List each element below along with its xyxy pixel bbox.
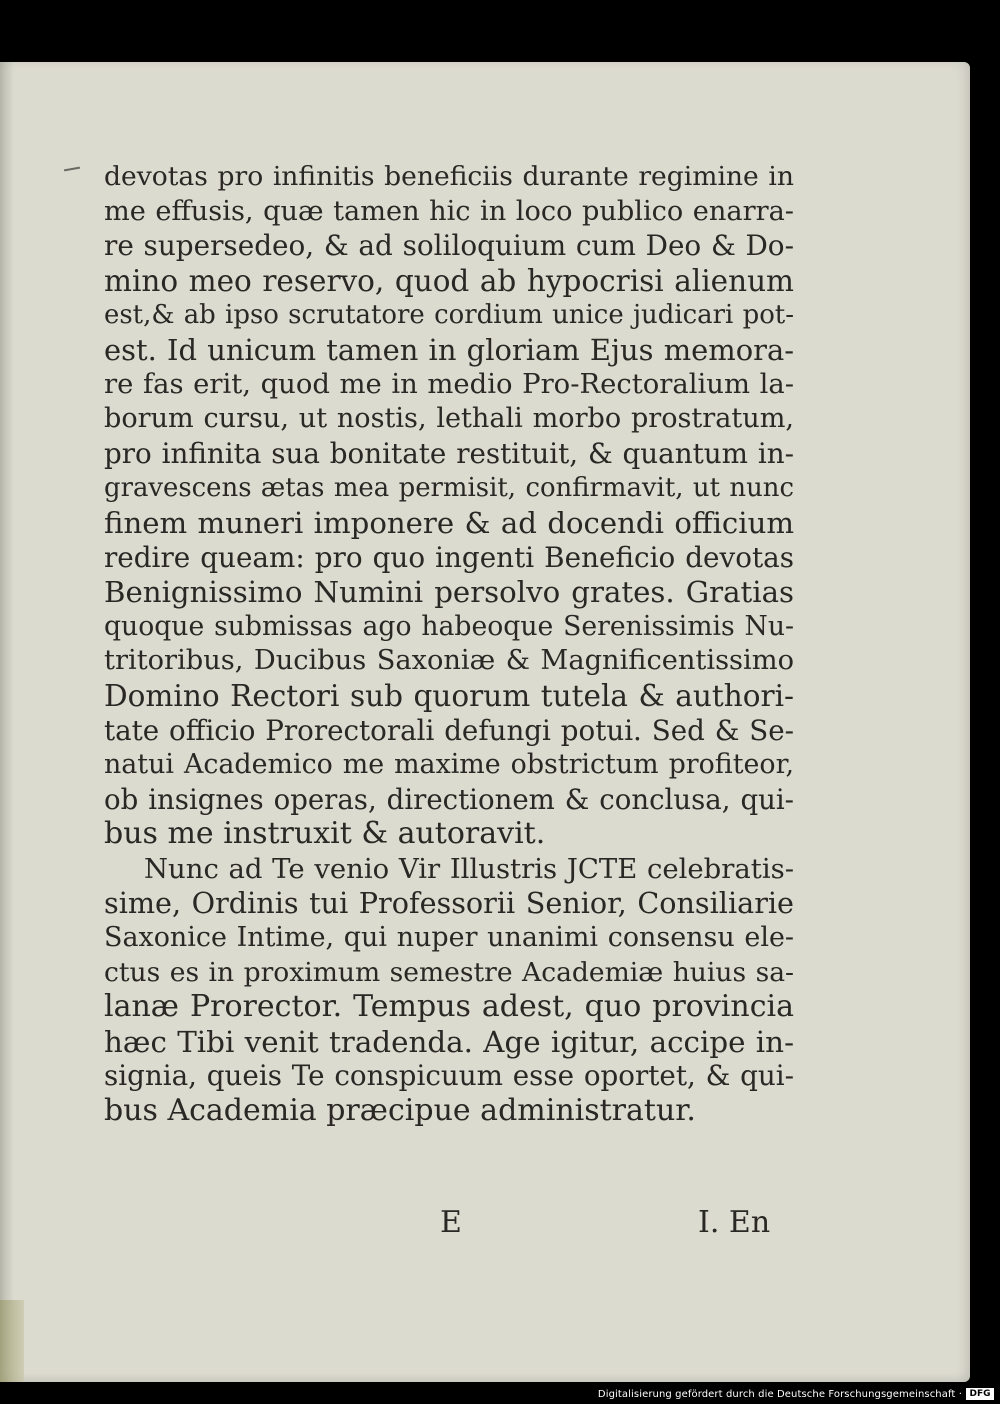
text-line: redire queam: pro quo ingenti Beneficio devotas (104, 540, 794, 574)
text-line: ob insignes operas, directionem & conclusa, qui- (104, 782, 794, 816)
text-line: Benignissimo Numini persolvo grates. Gratias (104, 575, 794, 610)
text-line: quoque submissas ago habeoque Serenissimis Nu- (104, 610, 794, 642)
text-line: borum cursu, ut nostis, lethali morbo prostratum, (104, 403, 794, 435)
text-line: Saxonice Intime, qui nuper unanimi consensu ele- (104, 922, 794, 954)
page-foot (0, 1205, 970, 1245)
funding-notice: Digitalisierung gefördert durch die Deutsche Forschungsgemeinschaft · (597, 1389, 962, 1400)
text-line: tate officio Prorectorali defungi potui. Sed & Se- (104, 713, 794, 747)
text-line: hæc Tibi venit tradenda. Age igitur, accipe in- (104, 1024, 794, 1059)
page-body-text (104, 160, 794, 1129)
binding-stain (0, 1300, 24, 1382)
text-line: Nunc ad Te venio Vir Illustris JCTE celebratis- (144, 852, 794, 885)
text-line: tritoribus, Ducibus Saxoniæ & Magnificentissimo (104, 645, 794, 677)
text-line: me effusis, quæ tamen hic in loco publico enarra- (104, 195, 794, 227)
catchword: I. En (698, 1205, 771, 1240)
text-line: gravescens ætas mea permisit, confirmavit, ut nunc (104, 473, 794, 504)
text-line: pro infinita sua bonitate restituit, & quantum in- (104, 436, 794, 470)
text-line: bus me instruxit & autoravit. (104, 816, 546, 852)
text-line: finem muneri imponere & ad docendi officium (104, 505, 794, 540)
text-line: signia, queis Te conspicuum esse oportet, & qui- (104, 1059, 794, 1093)
text-line: mino meo reservo, quod ab hypocrisi alienum (104, 263, 794, 298)
text-line: est,& ab ipso scrutatore cordium unice judicari pot- (104, 300, 794, 331)
text-line: devotas pro infinitis beneficiis durante regimine in (104, 161, 794, 192)
text-line: bus Academia præcipue administratur. (104, 1093, 696, 1129)
text-line: est. Id unicum tamen in gloriam Ejus memora- (104, 332, 794, 367)
signature-mark: E (440, 1205, 462, 1240)
text-line: re supersedeo, & ad soliloquium cum Deo & Do- (104, 229, 794, 263)
text-line: sime, Ordinis tui Professorii Senior, Consiliarie (104, 886, 794, 921)
page-gutter-shadow (0, 62, 14, 1382)
digitization-footer (0, 1382, 1000, 1404)
text-line: natui Academico me maxime obstrictum profiteor, (104, 749, 794, 781)
dfg-logo-icon: DFG (966, 1388, 994, 1400)
text-line: Domino Rectori sub quorum tutela & authori- (104, 678, 794, 713)
text-line: lanæ Prorector. Tempus adest, quo provincia (104, 989, 794, 1025)
text-line: ctus es in proximum semestre Academiæ huius sa- (104, 956, 794, 988)
text-line: re fas erit, quod me in medio Pro-Rectoralium la- (104, 368, 794, 400)
